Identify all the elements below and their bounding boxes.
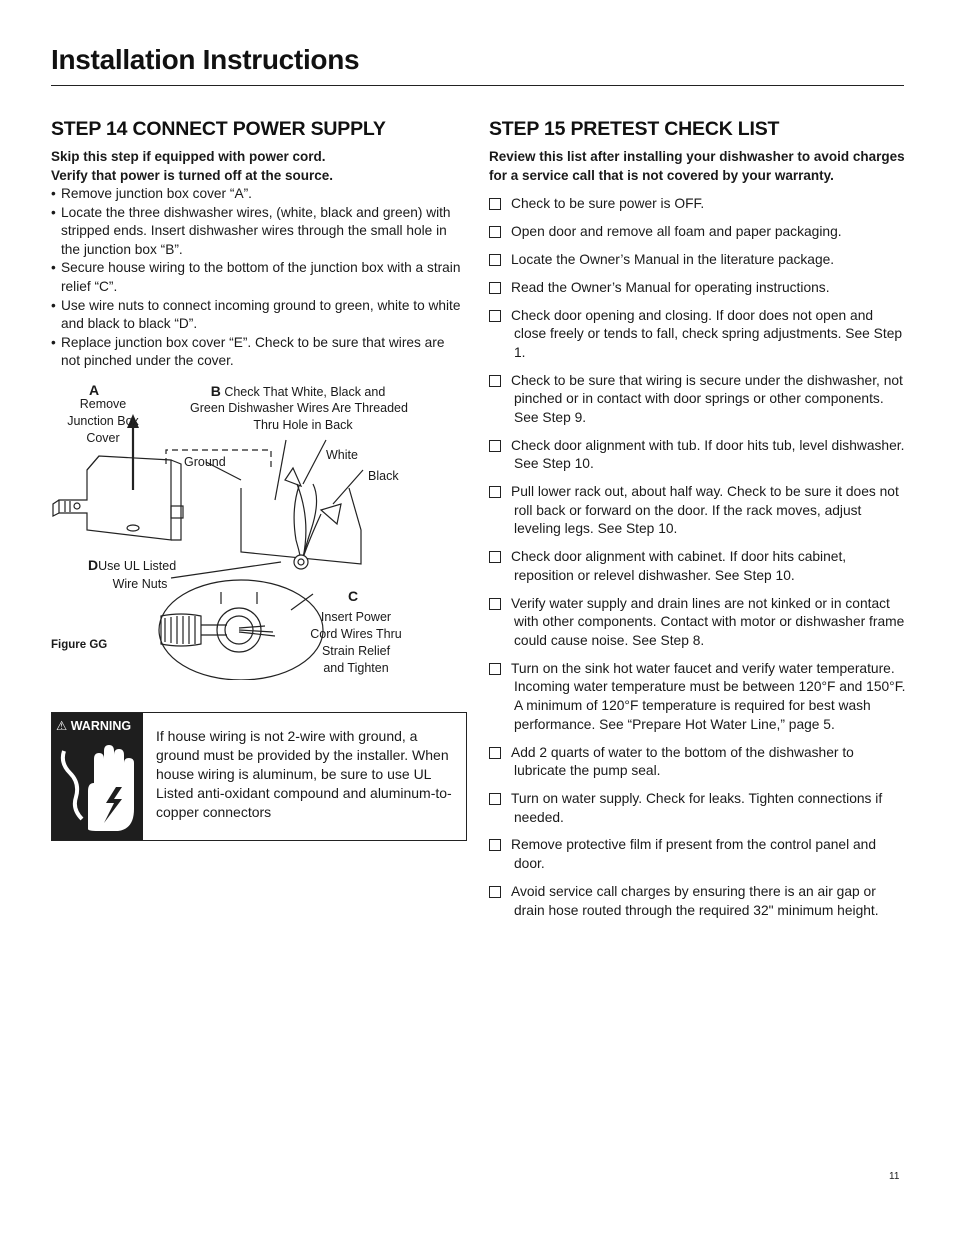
checklist-item <box>489 251 909 270</box>
fig-text-c-3: Strain Relief <box>321 644 391 658</box>
checklist-item-text: Read the Owner’s Manual for operating instructions. <box>511 279 830 295</box>
fig-text-c-4: and Tighten <box>323 661 389 675</box>
checklist-item-text: Turn on water supply. Check for leaks. Tighten connections if needed. <box>511 791 883 825</box>
checkbox[interactable] <box>489 375 501 387</box>
step15-section <box>489 118 909 929</box>
warning-text: If house wiring is not 2-wire with ground, a ground must be provided by the installer. When house wiring is aluminum, be sure to use UL Listed anti-oxidant compound and aluminum-to-copper connectors <box>156 728 452 820</box>
checkbox[interactable] <box>489 839 501 851</box>
checklist-item <box>489 790 909 827</box>
warning-header <box>56 717 131 735</box>
checkbox[interactable] <box>489 254 501 266</box>
fig-label-b <box>182 383 414 401</box>
checkbox[interactable] <box>489 486 501 498</box>
checklist-item-text: Open door and remove all foam and paper packaging. <box>511 223 842 239</box>
checkbox[interactable] <box>489 793 501 805</box>
fig-label-c <box>348 588 358 606</box>
fig-label-ground: Ground <box>184 455 226 469</box>
checklist-item-text: Locate the Owner’s Manual in the literature package. <box>511 251 835 267</box>
step14-bullet: • Replace junction box cover “E”. Check to be sure that wires are not pinched under the cover. <box>51 334 467 371</box>
checklist-item <box>489 279 909 298</box>
fig-text-a: Remove Junction Box Cover <box>67 397 139 445</box>
checklist-item <box>489 195 909 214</box>
step14-bullet: • Locate the three dishwasher wires, (white, black and green) with stripped ends. Insert dishwasher wires through the small hole in the junction box “B”. <box>51 204 467 260</box>
checkbox[interactable] <box>489 886 501 898</box>
checklist-item <box>489 307 909 363</box>
title-divider <box>51 85 904 86</box>
step14-heading: STEP 14 CONNECT POWER SUPPLY <box>51 118 386 140</box>
step15-lead: Review this list after installing your dishwasher to avoid charges for a service call that is not covered by your warranty. <box>489 149 905 183</box>
fig-label-d <box>88 557 176 575</box>
fig-label-black: Black <box>368 469 399 483</box>
checklist-item <box>489 836 909 873</box>
checklist-item <box>489 437 909 474</box>
checkbox[interactable] <box>489 198 501 210</box>
step15-heading: STEP 15 PRETEST CHECK LIST <box>489 118 780 140</box>
checklist-item-text: Check door alignment with tub. If door hits tub, level dishwasher. See Step 10. <box>511 437 905 472</box>
checklist-item-text: Check to be sure power is OFF. <box>511 196 705 211</box>
checklist-item-text: Check door opening and closing. If door does not open and close freely or tends to fall, check spring adjustments. See Step 1. <box>511 307 903 360</box>
checkbox[interactable] <box>489 310 501 322</box>
page-title: Installation Instructions <box>51 44 360 75</box>
step14-lead-2: Verify that power is turned off at the source. <box>51 168 334 183</box>
electrical-shock-hand-icon <box>58 739 138 835</box>
fig-text-b-1: Check That White, Black and <box>224 385 386 399</box>
step14-lead-1: Skip this step if equipped with power cord. <box>51 149 326 164</box>
checklist-item-text: Check door alignment with cabinet. If door hits cabinet, reposition or relevel dishwasher. See Step 10. <box>511 549 847 583</box>
warning-label: WARNING <box>70 719 132 733</box>
fig-label-white: White <box>326 448 358 462</box>
step14-bullet: • Remove junction box cover “A”. <box>51 185 467 204</box>
step14-bullet: • Use wire nuts to connect incoming ground to green, white to white and black to black “D”. <box>51 297 467 334</box>
page-number: 11 <box>889 1171 900 1182</box>
checklist-item <box>489 223 909 242</box>
checklist-item <box>489 660 909 734</box>
fig-letter-b: B <box>210 383 221 399</box>
checklist-item-text: Pull lower rack out, about half way. Check to be sure it does not roll back or forward on the door. If the rack moves, adjust leveling legs. See Step 10. <box>511 484 899 537</box>
pretest-checklist <box>489 195 909 920</box>
wiring-figure <box>51 380 467 680</box>
checklist-item-text: Turn on the sink hot water faucet and verify water temperature. Incoming water temperature must be between 120°F and 150°F. A minimum of 120°F temperature is required for best wash performance. See “Prepare Hot Water Line,” page 5. <box>511 660 906 732</box>
checkbox[interactable] <box>489 663 501 675</box>
fig-text-d-1: Use UL Listed <box>98 559 177 573</box>
checkbox[interactable] <box>489 440 501 452</box>
checklist-item-text: Verify water supply and drain lines are not kinked or in contact with other components. Contact with motor or dishwasher frame could cause noise. See Step 8. <box>511 595 905 648</box>
fig-letter-c: C <box>348 588 359 604</box>
checkbox[interactable] <box>489 598 501 610</box>
fig-text-c-2: Cord Wires Thru <box>310 627 402 641</box>
checklist-item <box>489 372 909 428</box>
checkbox[interactable] <box>489 282 501 294</box>
fig-text-d-2: Wire Nuts <box>112 577 168 591</box>
step14-bullet-list <box>51 185 467 371</box>
checklist-item <box>489 548 909 585</box>
warning-box <box>51 712 467 841</box>
checklist-item <box>489 595 909 651</box>
checklist-item-text: Remove protective film if present from the control panel and door. <box>511 837 877 872</box>
step14-section <box>51 118 467 820</box>
checkbox[interactable] <box>489 551 501 563</box>
checkbox[interactable] <box>489 747 501 759</box>
figure-caption: Figure GG <box>51 639 108 651</box>
warning-triangle-icon: ⚠ <box>56 719 68 733</box>
checklist-item <box>489 883 909 920</box>
fig-letter-d: D <box>88 557 99 573</box>
fig-text-b-3: Thru Hole in Back <box>253 418 353 432</box>
step14-bullet: • Secure house wiring to the bottom of the junction box with a strain relief “C”. <box>51 259 467 296</box>
checklist-item-text: Add 2 quarts of water to the bottom of the dishwasher to lubricate the pump seal. <box>511 744 854 779</box>
fig-text-c-1: Insert Power <box>320 610 392 624</box>
warning-panel <box>52 713 143 840</box>
checklist-item <box>489 744 909 781</box>
checkbox[interactable] <box>489 226 501 238</box>
checklist-item <box>489 483 909 539</box>
fig-letter-a: A <box>89 382 100 398</box>
checklist-item-text: Check to be sure that wiring is secure under the dishwasher, not pinched or in contact with door springs or other components. See Step 9. <box>511 372 903 425</box>
checklist-item-text: Avoid service call charges by ensuring there is an air gap or drain hose routed through the required 32" minimum height. <box>511 883 879 918</box>
fig-text-b-2: Green Dishwasher Wires Are Threaded <box>190 401 408 415</box>
